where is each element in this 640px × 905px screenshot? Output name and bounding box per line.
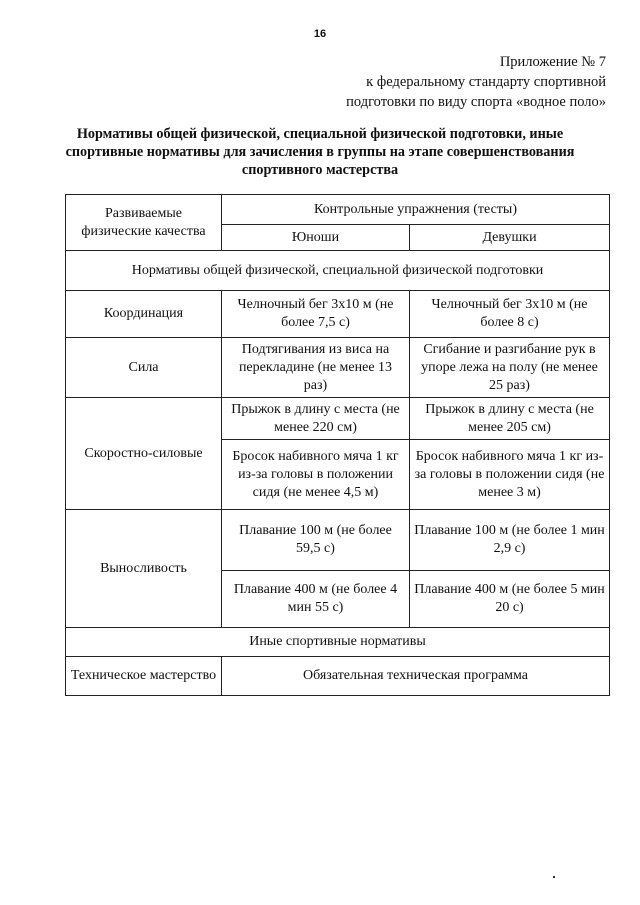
quality-technical: Техническое мастерство [66, 657, 222, 696]
table-header-row [66, 195, 610, 225]
appendix-number: Приложение № 7 [499, 54, 606, 70]
table-row [66, 338, 610, 398]
quality-strength: Сила [66, 338, 222, 398]
norm-girls-shuttle-run: Челночный бег 3х10 м (не более 8 с) [410, 291, 610, 338]
norm-boys-long-jump: Прыжок в длину с места (не менее 220 см) [222, 398, 410, 440]
table-row [66, 398, 610, 440]
title-line-2: спортивные нормативы для зачисления в группы на этапе совершенствования [65, 144, 575, 160]
table-row [66, 657, 610, 696]
section-other-norms: Иные спортивные нормативы [66, 628, 610, 657]
norm-girls-swim-400: Плавание 400 м (не более 5 мин 20 с) [410, 571, 610, 628]
quality-coordination: Координация [66, 291, 222, 338]
norm-girls-push-ups: Сгибание и разгибание рук в упоре лежа на полу (не менее 25 раз) [410, 338, 610, 398]
norm-technical-program: Обязательная техническая программа [222, 657, 610, 696]
norms-table [65, 194, 610, 696]
scan-mark [553, 876, 555, 878]
appendix-reference [286, 52, 606, 112]
header-boys: Юноши [222, 225, 410, 251]
norm-boys-pull-ups: Подтягивания из виса на перекладине (не менее 13 раз) [222, 338, 410, 398]
appendix-standard: к федеральному стандарту спортивной [366, 74, 606, 90]
norm-boys-ball-throw: Бросок набивного мяча 1 кг из-за головы в положении сидя (не менее 4,5 м) [222, 440, 410, 510]
quality-endurance: Выносливость [66, 510, 222, 628]
norm-girls-ball-throw: Бросок набивного мяча 1 кг из-за головы в положении сидя (не менее 3 м) [410, 440, 610, 510]
table-row [66, 291, 610, 338]
title-line-3: спортивного мастерства [241, 162, 399, 178]
header-girls: Девушки [410, 225, 610, 251]
section-row-other [66, 628, 610, 657]
title-line-1: Нормативы общей физической, специальной физической подготовки, иные [76, 126, 564, 142]
norm-boys-swim-400: Плавание 400 м (не более 4 мин 55 с) [222, 571, 410, 628]
appendix-sport: подготовки по виду спорта «водное поло» [346, 94, 606, 110]
section-general-physical: Нормативы общей физической, специальной физической подготовки [66, 251, 610, 291]
norm-girls-swim-100: Плавание 100 м (не более 1 мин 2,9 с) [410, 510, 610, 571]
document-title [40, 125, 600, 179]
quality-speed-strength: Скоростно-силовые [66, 398, 222, 510]
table-row [66, 510, 610, 571]
norm-girls-long-jump: Прыжок в длину с места (не менее 205 см) [410, 398, 610, 440]
page-number: 16 [313, 28, 327, 40]
norm-boys-shuttle-run: Челночный бег 3х10 м (не более 7,5 с) [222, 291, 410, 338]
section-row-general [66, 251, 610, 291]
norm-boys-swim-100: Плавание 100 м (не более 59,5 с) [222, 510, 410, 571]
header-qualities: Развиваемые физические качества [66, 195, 222, 251]
header-tests: Контрольные упражнения (тесты) [222, 195, 610, 225]
